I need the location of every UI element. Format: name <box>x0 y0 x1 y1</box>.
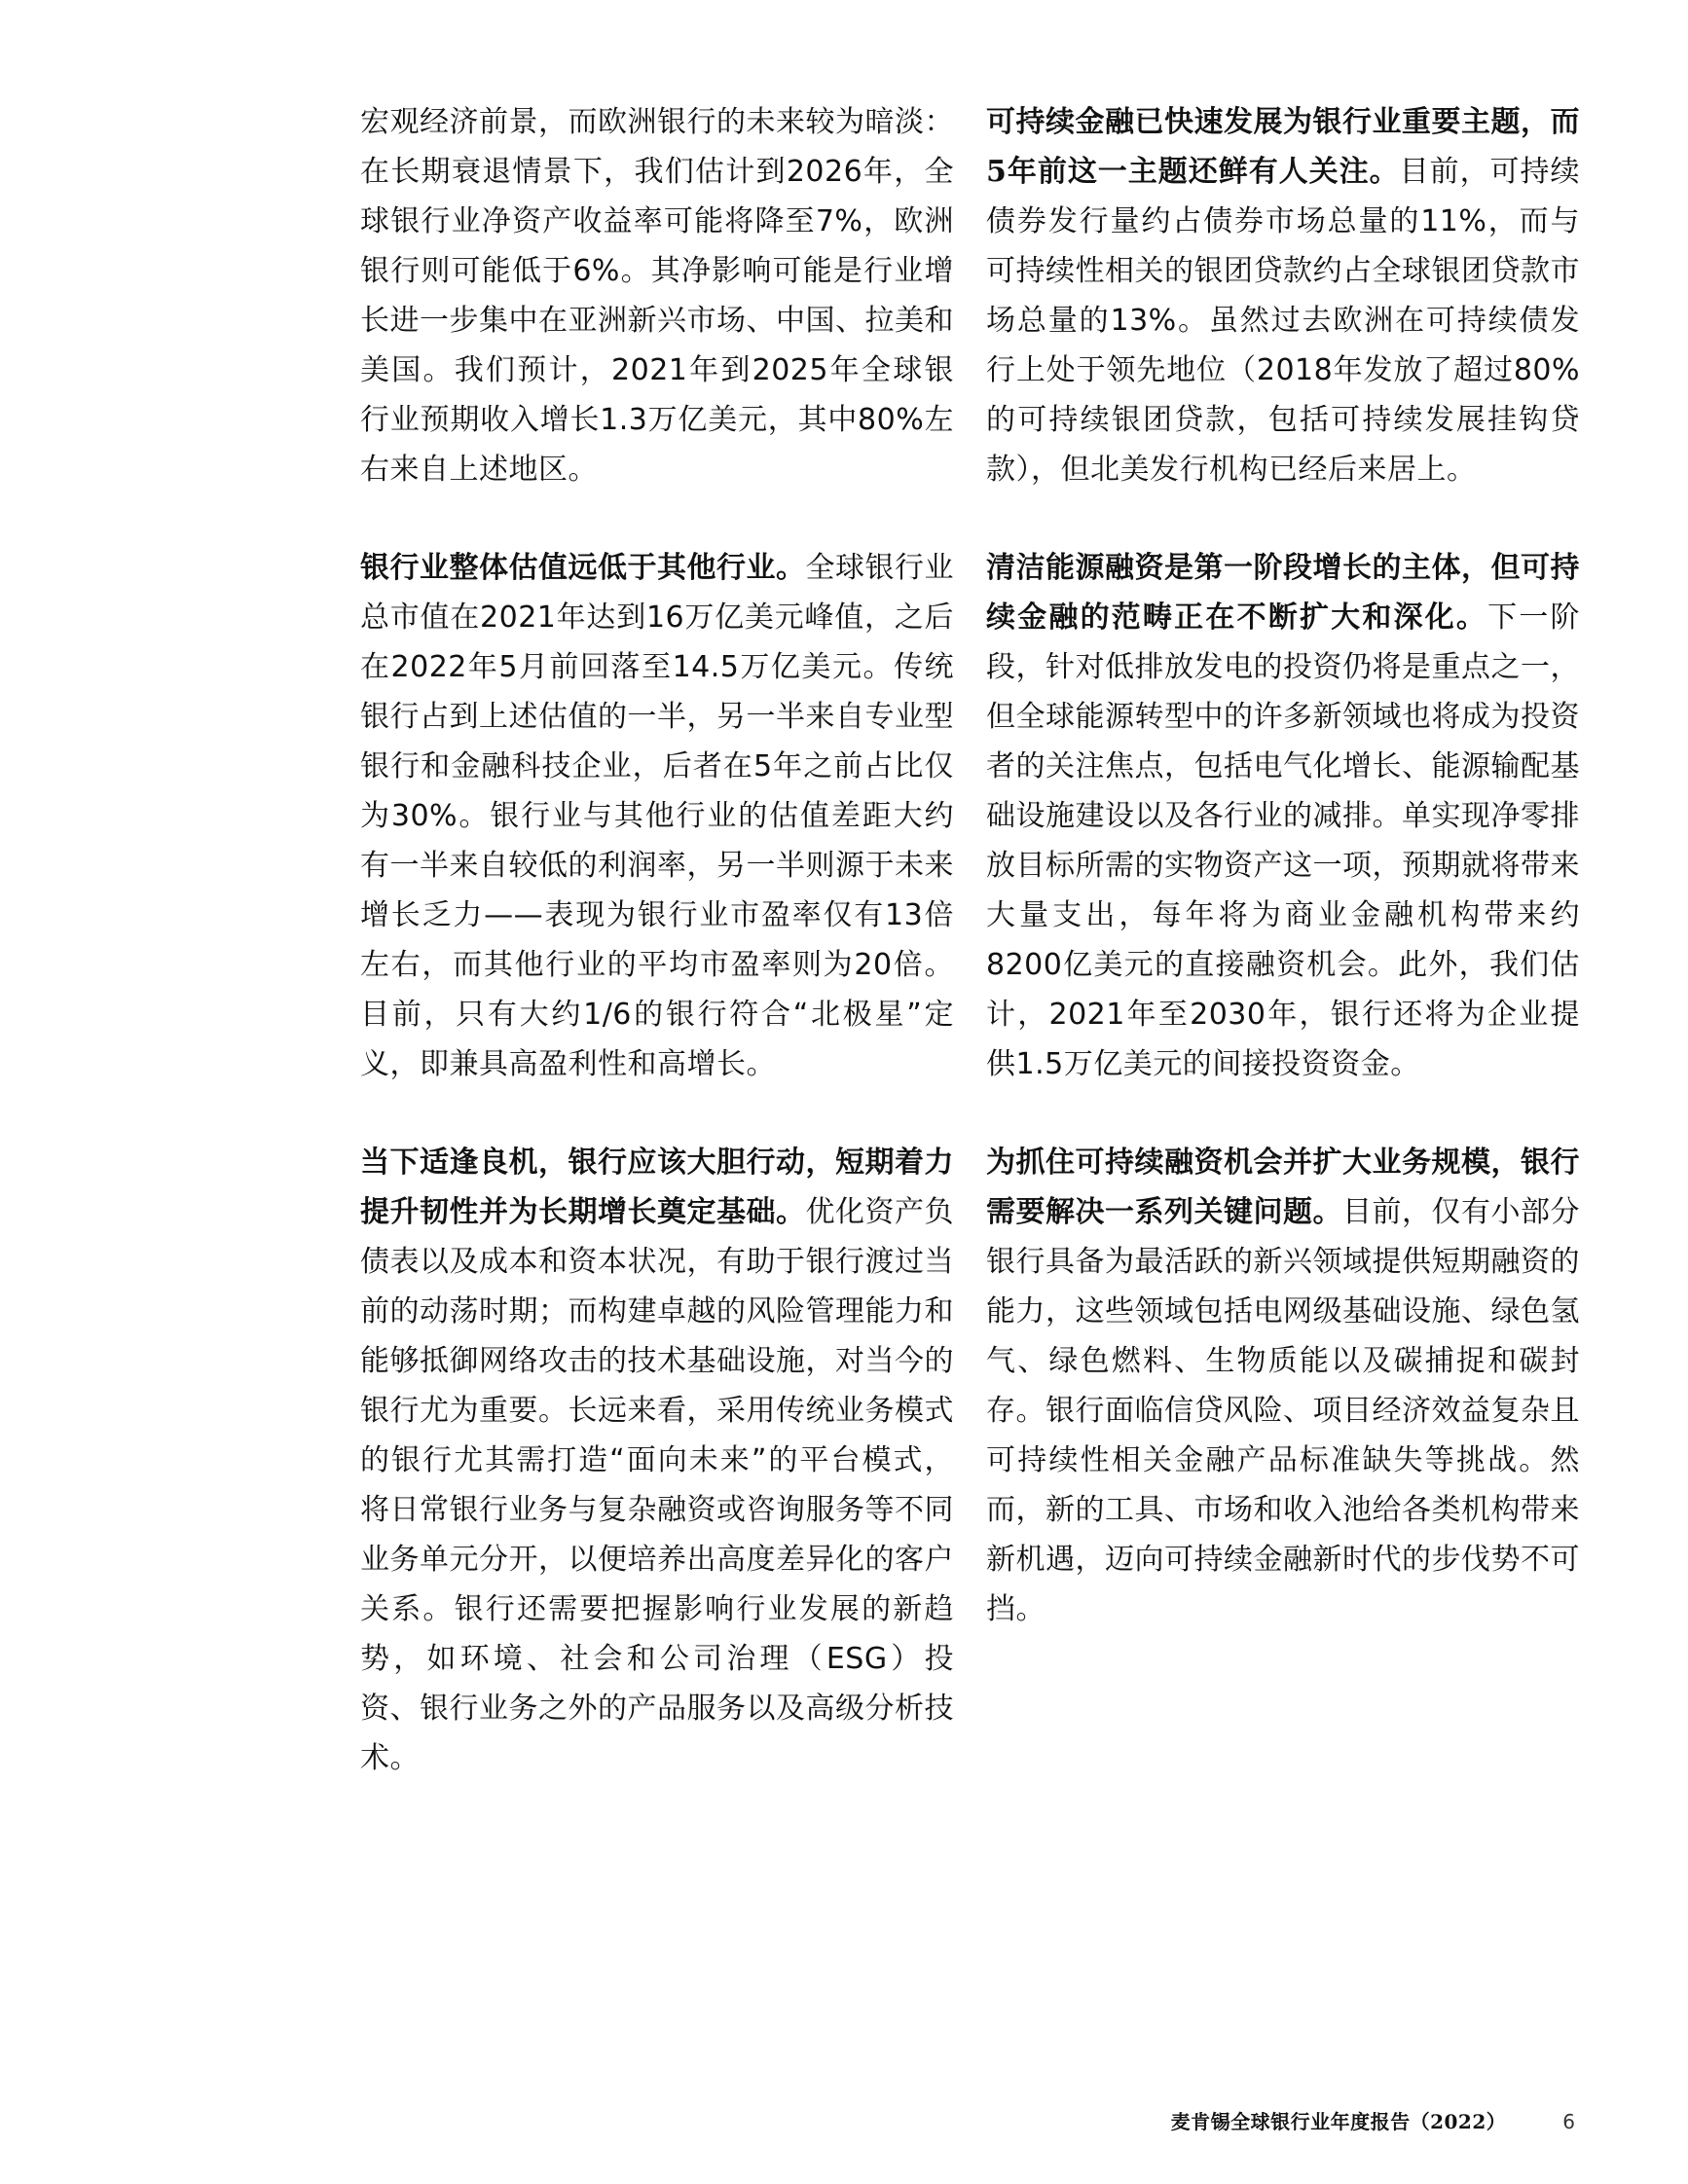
page-footer <box>1171 2106 1575 2134</box>
paragraph-clean-energy <box>986 543 1580 1089</box>
paragraph-lead: 清洁能源融资是第一阶段增长的主体，但可持续金融的范畴正在不断扩大和深化。 <box>986 551 1580 635</box>
paragraph-lead: 银行业整体估值远低于其他行业。 <box>360 551 806 585</box>
paragraph-body: 全球银行业总市值在2021年达到16万亿美元峰值，之后在2022年5月前回落至14.5万亿美元。传统银行占到上述估值的一半，另一半来自专业型银行和金融科技企业，后者在5年之前占比仅为30%。银行业与其他行业的估值差距大约有一半来自较低的利润率，另一半则源于未来增长乏力——表现为银行业市盈率仅有13倍左右，而其他行业的平均市盈率则为20倍。目前，只有大约1/6的银行符合“北极星”定义，即兼具高盈利性和高增长。 <box>360 551 954 1081</box>
paragraph-body: 宏观经济前景，而欧洲银行的未来较为暗淡：在长期衰退情景下，我们估计到2026年，全球银行业净资产收益率可能将降至7%，欧洲银行则可能低于6%。其净影响可能是行业增长进一步集中在亚洲新兴市场、中国、拉美和美国。我们预计，2021年到2025年全球银行业预期收入增长1.3万亿美元，其中80%左右来自上述地区。 <box>360 105 954 487</box>
paragraph-lead: 为抓住可持续融资机会并扩大业务规模，银行需要解决一系列关键问题。 <box>986 1146 1580 1229</box>
paragraph-body: 下一阶段，针对低排放发电的投资仍将是重点之一，但全球能源转型中的许多新领域也将成为投资者的关注焦点，包括电气化增长、能源输配基础设施建设以及各行业的减排。单实现净零排放目标所需的实物资产这一项，预期就将带来大量支出，每年将为商业金融机构带来约8200亿美元的直接融资机会。此外，我们估计，2021年至2030年，银行还将为企业提供1.5万亿美元的间接投资资金。 <box>986 601 1581 1081</box>
right-column <box>986 97 1580 1683</box>
left-column <box>360 97 954 1832</box>
paragraph-body: 优化资产负债表以及成本和资本状况，有助于银行渡过当前的动荡时期；而构建卓越的风险管理能力和能够抵御网络攻击的技术基础设施，对当今的银行尤为重要。长远来看，采用传统业务模式的银行尤其需打造“面向未来”的平台模式，将日常银行业务与复杂融资或咨询服务等不同业务单元分开，以便培养出高度差异化的客户关系。银行还需要把握影响行业发展的新趋势，如环境、社会和公司治理（ESG）投资、银行业务之外的产品服务以及高级分析技术。 <box>360 1195 954 1775</box>
paragraph-macro-outlook <box>360 97 954 494</box>
paragraph-lead: 可持续金融已快速发展为银行业重要主题，而5年前这一主题还鲜有人关注。 <box>986 105 1580 189</box>
paragraph-bold-action <box>360 1138 954 1783</box>
paragraph-body: 目前，仅有小部分银行具备为最活跃的新兴领域提供短期融资的能力，这些领域包括电网级基础设施、绿色氢气、绿色燃料、生物质能以及碳捕捉和碳封存。银行面临信贷风险、项目经济效益复杂且可持续性相关金融产品标准缺失等挑战。然而，新的工具、市场和收入池给各类机构带来新机遇，迈向可持续金融新时代的步伐势不可挡。 <box>986 1195 1580 1626</box>
paragraph-lead: 当下适逢良机，银行应该大胆行动，短期着力提升韧性并为长期增长奠定基础。 <box>360 1146 954 1229</box>
report-title: 麦肯锡全球银行业年度报告（2022） <box>1170 2110 1507 2133</box>
page-number: 6 <box>1562 2110 1575 2133</box>
paragraph-key-issues <box>986 1138 1580 1634</box>
paragraph-valuation <box>360 543 954 1089</box>
paragraph-body: 目前，可持续债券发行量约占债券市场总量的11%，而与可持续性相关的银团贷款约占全球银团贷款市场总量的13%。虽然过去欧洲在可持续债发行上处于领先地位（2018年发放了超过80%的可持续银团贷款，包括可持续发展挂钩贷款），但北美发行机构已经后来居上。 <box>986 155 1581 487</box>
paragraph-sustainable-finance <box>986 97 1580 494</box>
